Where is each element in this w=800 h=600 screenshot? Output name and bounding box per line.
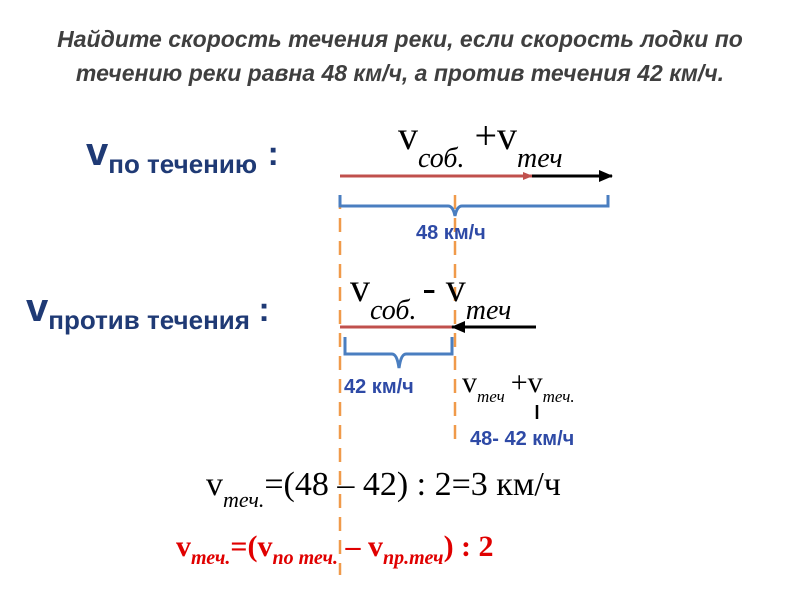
general-formula: $v_{теч.}=(v_{по теч.} - v_{пр.теч})$ : 2 xyxy=(176,530,494,569)
brace-42 xyxy=(345,337,452,368)
double-current-expr: $v_{теч} +v_{теч.}$ xyxy=(462,366,575,406)
upstream-label: vпротив течения : xyxy=(26,286,270,335)
problem-line-2: течению реки равна 48 км/ч, а против течения 42 км/ч. xyxy=(75,60,725,86)
downstream-formula: $v_{соб.}+v_{теч}$ xyxy=(398,113,563,174)
calculation-line: $v_{теч.}=(48 - 42)$ : 2=3 км/ч xyxy=(206,466,561,512)
upstream-formula: $v_{соб.}-$ $v_{теч}$ xyxy=(350,265,512,326)
upstream-speed-value: 42 км/ч xyxy=(344,376,414,398)
difference-value: 48- 42 км/ч xyxy=(470,428,575,450)
brace-48 xyxy=(340,195,608,216)
downstream-label: vпо течению : xyxy=(86,130,279,179)
problem-line-1: Найдите скорость течения реки, если скорость лодки по xyxy=(57,26,743,52)
downstream-speed-value: 48 км/ч xyxy=(416,222,486,244)
